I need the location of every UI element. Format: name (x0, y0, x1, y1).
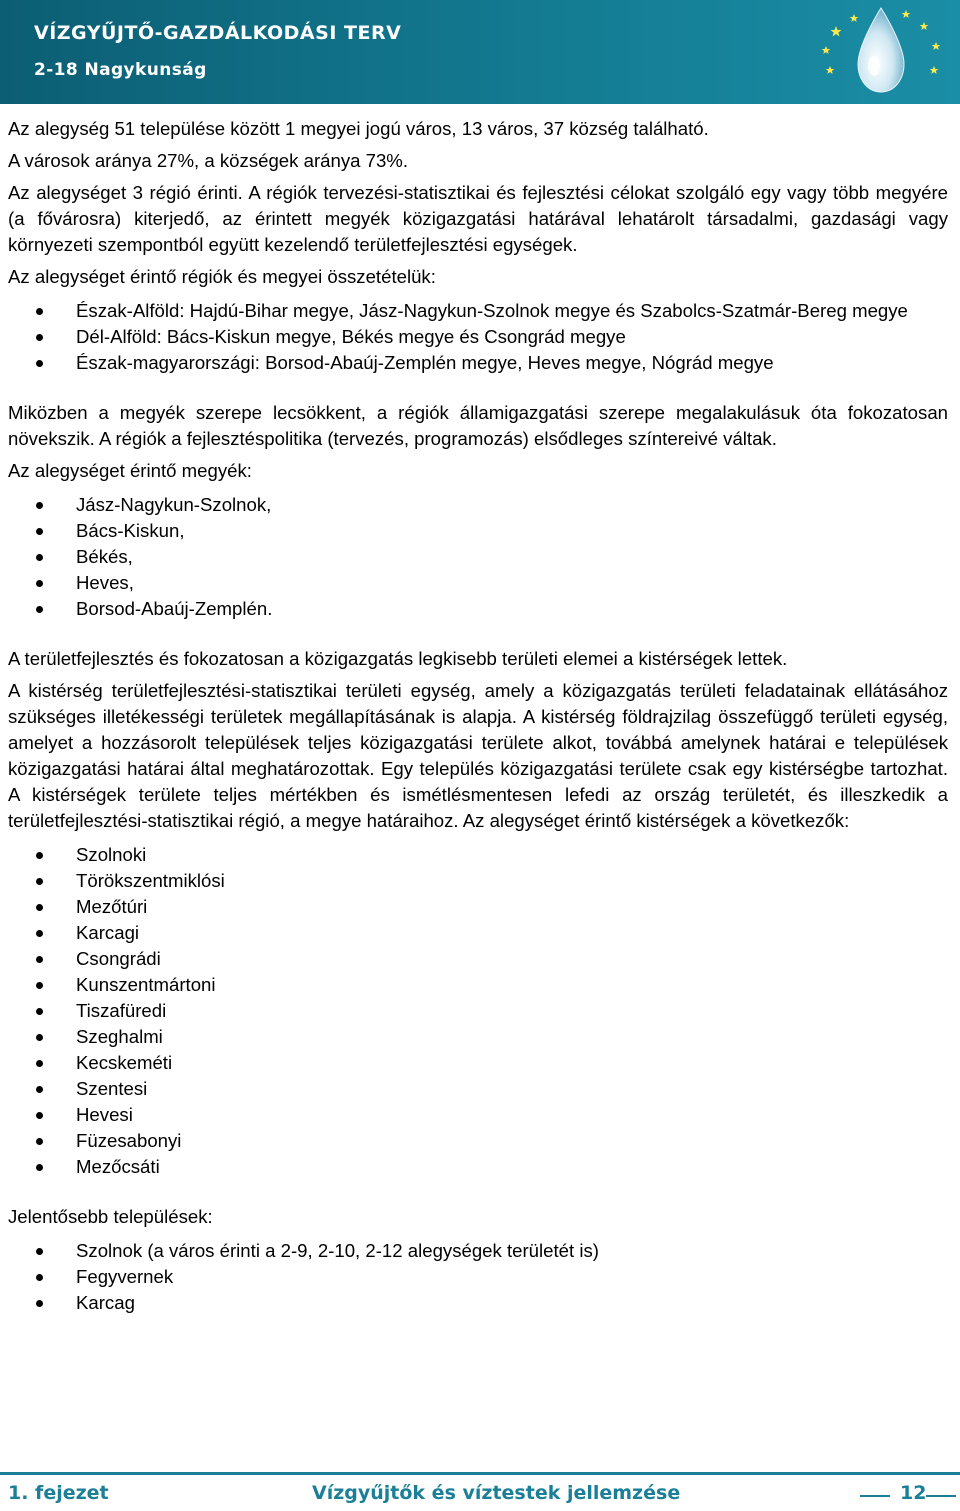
list-item: Mezőtúri (8, 894, 948, 920)
paragraph-settlements-heading: Jelentősebb települések: (8, 1206, 213, 1227)
page-header (0, 0, 960, 104)
counties-list (8, 492, 948, 622)
document-title: VÍZGYŰJTŐ-GAZDÁLKODÁSI TERV (34, 22, 402, 44)
list-item: Borsod-Abaúj-Zemplén. (8, 596, 948, 622)
paragraph-regions-intro: Az alegységet 3 régió érinti. A régiók tervezési-statisztikai és fejlesztési célokat szolgáló egy vagy több megyére (a fővárosra) kiterjedő, az érintett megyék közigazgatási határával lehatárolt társadalmi, gazdasági vagy környezeti szempontból együtt kezelendő területfejlesztési egységek. (8, 182, 948, 255)
footer-divider (926, 1495, 956, 1497)
list-item: Békés, (8, 544, 948, 570)
list-item: Szolnok (a város érinti a 2-9, 2-10, 2-12 alegységek területét is) (8, 1238, 948, 1264)
paragraph-regions-role: Miközben a megyék szerepe lecsökkent, a régiók államigazgatási szerepe megalakulásuk óta fokozatosan növekszik. A régiók a fejlesztéspolitika (tervezés, programozás) elsődleges színtereivé váltak. (8, 402, 948, 449)
regions-list (8, 298, 948, 376)
list-item: Csongrádi (8, 946, 948, 972)
list-item: Szeghalmi (8, 1024, 948, 1050)
document-body (8, 116, 948, 1316)
paragraph-subregions-intro: A területfejlesztés és fokozatosan a közigazgatás legkisebb területi elemei a kistérségek lettek. (8, 648, 788, 669)
list-item: Dél-Alföld: Bács-Kiskun megye, Békés megye és Csongrád megye (8, 324, 948, 350)
page-footer (0, 1472, 960, 1511)
list-item: Mezőcsáti (8, 1154, 948, 1180)
list-item: Hevesi (8, 1102, 948, 1128)
list-item: Észak-magyarországi: Borsod-Abaúj-Zemplén megye, Heves megye, Nógrád megye (8, 350, 948, 376)
list-item: Fegyvernek (8, 1264, 948, 1290)
list-item: Észak-Alföld: Hajdú-Bihar megye, Jász-Nagykun-Szolnok megye és Szabolcs-Szatmár-Bereg megye (8, 298, 948, 324)
list-item: Törökszentmiklósi (8, 868, 948, 894)
paragraph-ratio: A városok aránya 27%, a községek aránya 73%. (8, 150, 409, 171)
list-item: Szolnoki (8, 842, 948, 868)
footer-title: Vízgyűjtők és víztestek jellemzése (312, 1482, 681, 1504)
footer-divider (860, 1495, 890, 1497)
list-item: Heves, (8, 570, 948, 596)
page-number: 12 (900, 1482, 927, 1504)
subregions-list (8, 842, 948, 1180)
list-item: Jász-Nagykun-Szolnok, (8, 492, 948, 518)
list-item: Bács-Kiskun, (8, 518, 948, 544)
list-item: Tiszafüredi (8, 998, 948, 1024)
list-item: Kunszentmártoni (8, 972, 948, 998)
list-item: Kecskeméti (8, 1050, 948, 1076)
settlements-list (8, 1238, 948, 1316)
paragraph-settlements-count: Az alegység 51 települése között 1 megyei jogú város, 13 város, 37 község található. (8, 118, 709, 139)
list-item: Füzesabonyi (8, 1128, 948, 1154)
list-item: Szentesi (8, 1076, 948, 1102)
list-item: Karcag (8, 1290, 948, 1316)
section-subtitle: 2-18 Nagykunság (34, 60, 207, 80)
paragraph-counties-heading: Az alegységet érintő megyék: (8, 460, 252, 481)
eu-water-drop-logo-icon (806, 4, 956, 100)
footer-chapter: 1. fejezet (8, 1482, 109, 1504)
paragraph-subregions-definition: A kistérség területfejlesztési-statisztikai területi egység, amely a közigazgatás területi feladatainak ellátásához szükséges illetékességi területek megállapításának is alapja. A kistérség földrajzilag összefüggő területi egység, amelyet a hozzásorolt települések teljes közigazgatási területe alkot, továbbá amelynek határai e települések közigazgatási határai által meghatározottak. Egy település közigazgatási területe csak egy kistérségbe tartozhat. A kistérségek területe teljes mértékben és ismétlésmentesen lefedi az ország területét, és illeszkedik a területfejlesztési-statisztikai régió, a megye határaihoz. Az alegységet érintő kistérségek a következők: (8, 680, 948, 831)
list-item: Karcagi (8, 920, 948, 946)
paragraph-regions-heading: Az alegységet érintő régiók és megyei összetételük: (8, 266, 436, 287)
